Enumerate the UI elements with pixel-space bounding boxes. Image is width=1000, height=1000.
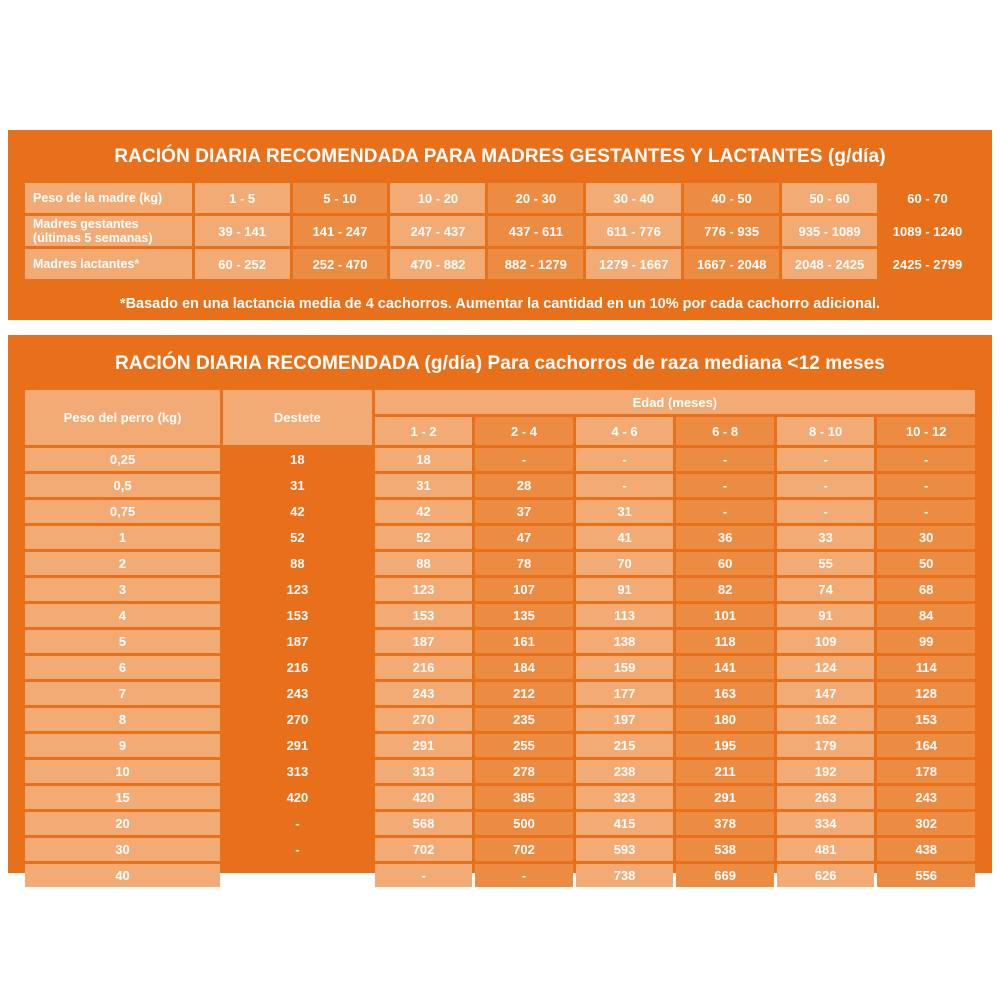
puppies-ration-cell: - <box>576 474 674 497</box>
puppies-ration-cell: 378 <box>676 812 774 835</box>
puppies-ration-cell: 153 <box>877 708 975 731</box>
puppies-ration-cell: 114 <box>877 656 975 679</box>
puppies-ration-cell: 141 <box>676 656 774 679</box>
puppies-ration-cell: - <box>877 474 975 497</box>
puppies-ration-cell: 42 <box>375 500 473 523</box>
puppies-ration-cell: 107 <box>475 578 573 601</box>
puppies-ration-cell: 161 <box>475 630 573 653</box>
mothers-table-title: RACIÓN DIARIA RECOMENDADA PARA MADRES GESTANTES Y LACTANTES (g/día) <box>114 146 886 167</box>
puppies-ration-cell: - <box>576 448 674 471</box>
puppies-ration-cell: 385 <box>475 786 573 809</box>
puppies-weight-cell: 7 <box>25 682 220 705</box>
puppies-weaning-cell: 270 <box>286 712 309 727</box>
puppies-weaning-cell: - <box>295 842 300 857</box>
puppies-weaning-cell: 18 <box>290 452 305 467</box>
mothers-lactating-value: 2425 - 2799 <box>892 256 963 272</box>
mothers-pregnant-label-line2: (últimas 5 semanas) <box>33 231 153 245</box>
puppies-ration-cell: 37 <box>475 500 573 523</box>
puppies-age-header: 8 - 10 <box>777 417 875 445</box>
table-row <box>25 474 975 497</box>
mothers-pregnant-value: 247 - 437 <box>390 216 485 246</box>
mothers-footnote: *Basado en una lactancia media de 4 cachorros. Aumentar la cantidad en un 10% por cada cachorro adicional. <box>119 296 881 312</box>
puppies-ration-cell: - <box>676 500 774 523</box>
puppies-ration-cell: - <box>777 474 875 497</box>
table-row <box>25 526 975 549</box>
puppies-weaning-cell: 52 <box>290 530 305 545</box>
puppies-weight-cell: 40 <box>25 864 220 887</box>
mothers-weight-range: 30 - 40 <box>586 183 681 213</box>
mothers-ration-panel <box>8 130 992 320</box>
mothers-weight-label: Peso de la madre (kg) <box>25 183 192 213</box>
mothers-pregnant-label <box>25 216 192 246</box>
mothers-pregnant-label-line1: Madres gestantes <box>33 216 139 231</box>
puppies-weaning-cell: 243 <box>286 686 309 701</box>
puppies-weight-cell: 9 <box>25 734 220 757</box>
puppies-age-header: 6 - 8 <box>676 417 774 445</box>
puppies-ration-cell: 109 <box>777 630 875 653</box>
mothers-weight-range: 60 - 70 <box>907 190 948 206</box>
puppies-ration-cell: 70 <box>576 552 674 575</box>
puppies-ration-cell: 270 <box>375 708 473 731</box>
puppies-ration-cell: 91 <box>777 604 875 627</box>
mothers-lactating-value: 470 - 882 <box>390 249 485 279</box>
puppies-ration-cell: - <box>877 448 975 471</box>
puppies-age-header: 2 - 4 <box>475 417 573 445</box>
puppies-ration-cell: 99 <box>877 630 975 653</box>
table-row <box>25 552 975 575</box>
table-row <box>25 630 975 653</box>
puppies-ration-cell: - <box>676 448 774 471</box>
puppies-ration-cell: 138 <box>576 630 674 653</box>
puppies-weaning-cell: - <box>295 816 300 831</box>
puppies-ration-cell: 177 <box>576 682 674 705</box>
puppies-weaning-cell: 153 <box>286 608 309 623</box>
puppies-ration-cell: 626 <box>777 864 875 887</box>
puppies-weight-cell: 3 <box>25 578 220 601</box>
puppies-weaning-cell: 420 <box>286 790 309 805</box>
mothers-pregnant-value: 141 - 247 <box>293 216 388 246</box>
table-row <box>25 682 975 705</box>
puppies-ration-cell: 135 <box>475 604 573 627</box>
puppies-ration-cell: 180 <box>676 708 774 731</box>
puppies-ration-cell: 291 <box>676 786 774 809</box>
puppies-ration-cell: 538 <box>676 838 774 861</box>
puppies-weaning-cell: 42 <box>290 504 305 519</box>
puppies-ration-cell: 128 <box>877 682 975 705</box>
puppies-weaning-cell: - <box>295 868 300 883</box>
puppies-ration-cell: 593 <box>576 838 674 861</box>
puppies-ration-cell: 60 <box>676 552 774 575</box>
table-header-row <box>25 390 975 414</box>
puppies-ration-cell: 33 <box>777 526 875 549</box>
puppies-ration-cell: 159 <box>576 656 674 679</box>
table-row <box>25 760 975 783</box>
mothers-pregnant-value: 437 - 611 <box>488 216 583 246</box>
puppies-ration-cell: 278 <box>475 760 573 783</box>
table-row <box>25 812 975 835</box>
puppies-ration-cell: - <box>475 448 573 471</box>
table-row <box>25 500 975 523</box>
puppies-ration-cell: 55 <box>777 552 875 575</box>
puppies-ration-cell: 153 <box>375 604 473 627</box>
mothers-lactating-value: 1667 - 2048 <box>684 249 779 279</box>
puppies-ration-cell: 702 <box>375 838 473 861</box>
puppies-ration-cell: 101 <box>676 604 774 627</box>
mothers-pregnant-value: 611 - 776 <box>586 216 681 246</box>
puppies-ration-cell: 50 <box>877 552 975 575</box>
mothers-lactating-value: 2048 - 2425 <box>782 249 877 279</box>
puppies-ration-cell: 255 <box>475 734 573 757</box>
puppies-ration-cell: 235 <box>475 708 573 731</box>
puppies-weight-cell: 20 <box>25 812 220 835</box>
puppies-weight-cell: 0,75 <box>25 500 220 523</box>
puppies-ration-cell: 178 <box>877 760 975 783</box>
puppies-ration-cell: - <box>475 864 573 887</box>
puppies-ration-cell: 118 <box>676 630 774 653</box>
puppies-ration-cell: 243 <box>877 786 975 809</box>
puppies-ration-cell: 68 <box>877 578 975 601</box>
puppies-ration-cell: 211 <box>676 760 774 783</box>
puppies-weaning-cell: 216 <box>286 660 309 675</box>
puppies-ration-cell: 291 <box>375 734 473 757</box>
puppies-weight-cell: 1 <box>25 526 220 549</box>
mothers-lactating-value: 60 - 252 <box>195 249 290 279</box>
puppies-ration-cell: 28 <box>475 474 573 497</box>
table-row <box>25 734 975 757</box>
puppies-ration-cell: 113 <box>576 604 674 627</box>
puppies-ration-cell: 481 <box>777 838 875 861</box>
mothers-weight-range: 5 - 10 <box>293 183 388 213</box>
puppies-ration-cell: 215 <box>576 734 674 757</box>
table-row <box>25 708 975 731</box>
puppies-ration-cell: 41 <box>576 526 674 549</box>
puppies-ration-cell: 263 <box>777 786 875 809</box>
puppies-weight-cell: 30 <box>25 838 220 861</box>
puppies-ration-cell: - <box>676 474 774 497</box>
puppies-ration-cell: 192 <box>777 760 875 783</box>
table-row <box>25 249 975 279</box>
mothers-weight-range: 40 - 50 <box>684 183 779 213</box>
puppies-ration-cell: - <box>777 500 875 523</box>
puppies-weight-cell: 5 <box>25 630 220 653</box>
puppies-weight-cell: 6 <box>25 656 220 679</box>
puppies-ration-cell: 147 <box>777 682 875 705</box>
puppies-weaning-cell: 31 <box>290 478 305 493</box>
puppies-ration-table <box>22 387 978 890</box>
puppies-ration-cell: 302 <box>877 812 975 835</box>
puppies-weight-cell: 8 <box>25 708 220 731</box>
puppies-weaning-cell: 123 <box>286 582 309 597</box>
puppies-table-title: RACIÓN DIARIA RECOMENDADA (g/día) Para cachorros de raza mediana <12 meses <box>115 353 885 374</box>
puppies-ration-cell: 187 <box>375 630 473 653</box>
puppies-ration-cell: 162 <box>777 708 875 731</box>
puppies-ration-cell: 323 <box>576 786 674 809</box>
mothers-weight-range: 50 - 60 <box>782 183 877 213</box>
puppies-weight-cell: 2 <box>25 552 220 575</box>
puppies-ration-cell: - <box>375 864 473 887</box>
puppies-ration-cell: 164 <box>877 734 975 757</box>
puppies-ration-cell: - <box>877 500 975 523</box>
puppies-ration-cell: 123 <box>375 578 473 601</box>
mothers-pregnant-value: 39 - 141 <box>195 216 290 246</box>
puppies-ration-cell: 88 <box>375 552 473 575</box>
puppies-ration-cell: 500 <box>475 812 573 835</box>
table-row <box>25 838 975 861</box>
puppies-weight-cell: 0,5 <box>25 474 220 497</box>
puppies-ration-cell: 195 <box>676 734 774 757</box>
puppies-weaning-cell: 291 <box>286 738 309 753</box>
puppies-ration-cell: 568 <box>375 812 473 835</box>
mothers-lactating-value: 252 - 470 <box>293 249 388 279</box>
puppies-ration-cell: 197 <box>576 708 674 731</box>
puppies-ration-cell: 124 <box>777 656 875 679</box>
puppies-ration-cell: 212 <box>475 682 573 705</box>
table-row <box>25 216 975 246</box>
mothers-lactating-value: 1279 - 1667 <box>586 249 681 279</box>
table-row <box>25 448 975 471</box>
puppies-weight-cell: 15 <box>25 786 220 809</box>
puppies-table-body <box>25 448 975 887</box>
puppies-ration-cell: 91 <box>576 578 674 601</box>
puppies-ration-cell: 36 <box>676 526 774 549</box>
puppies-ration-cell: 84 <box>877 604 975 627</box>
puppies-ration-cell: 216 <box>375 656 473 679</box>
mothers-pregnant-value: 935 - 1089 <box>782 216 877 246</box>
puppies-ration-cell: 18 <box>375 448 473 471</box>
mothers-ration-table <box>22 180 978 282</box>
mothers-pregnant-value: 1089 - 1240 <box>892 223 963 239</box>
puppies-ration-cell: 163 <box>676 682 774 705</box>
puppies-ration-cell: 82 <box>676 578 774 601</box>
puppies-weight-header: Peso del perro (kg) <box>25 390 220 445</box>
table-row <box>25 578 975 601</box>
puppies-ration-cell: 702 <box>475 838 573 861</box>
puppies-age-header: 1 - 2 <box>375 417 473 445</box>
puppies-ration-cell: 52 <box>375 526 473 549</box>
puppies-weaning-cell: 187 <box>286 634 309 649</box>
puppies-weight-cell: 10 <box>25 760 220 783</box>
mothers-weight-range: 10 - 20 <box>390 183 485 213</box>
puppies-ration-cell: 179 <box>777 734 875 757</box>
mothers-pregnant-value: 776 - 935 <box>684 216 779 246</box>
puppies-weaning-cell: 88 <box>290 556 305 571</box>
mothers-lactating-value: 882 - 1279 <box>488 249 583 279</box>
puppies-ration-cell: 334 <box>777 812 875 835</box>
puppies-ration-cell: 78 <box>475 552 573 575</box>
table-row <box>25 656 975 679</box>
puppies-ration-cell: 47 <box>475 526 573 549</box>
puppies-ration-cell: 420 <box>375 786 473 809</box>
puppies-ration-cell: 74 <box>777 578 875 601</box>
puppies-ration-cell: 738 <box>576 864 674 887</box>
mothers-weight-range: 1 - 5 <box>195 183 290 213</box>
puppies-ration-cell: 31 <box>576 500 674 523</box>
puppies-ration-cell: 184 <box>475 656 573 679</box>
mothers-weight-range: 20 - 30 <box>488 183 583 213</box>
puppies-ration-cell: 238 <box>576 760 674 783</box>
table-row <box>25 864 975 887</box>
puppies-table-head <box>25 390 975 445</box>
puppies-weight-cell: 0,25 <box>25 448 220 471</box>
table-row <box>25 786 975 809</box>
puppies-weight-cell: 4 <box>25 604 220 627</box>
puppies-weaning-header: Destete <box>223 390 372 445</box>
puppies-weaning-cell: 313 <box>286 764 309 779</box>
puppies-ration-cell: 669 <box>676 864 774 887</box>
puppies-age-header: 10 - 12 <box>877 417 975 445</box>
puppies-ration-cell: 556 <box>877 864 975 887</box>
puppies-ration-cell: - <box>777 448 875 471</box>
puppies-age-header: 4 - 6 <box>576 417 674 445</box>
puppies-ration-cell: 243 <box>375 682 473 705</box>
puppies-ration-panel <box>8 335 992 883</box>
puppies-ration-cell: 313 <box>375 760 473 783</box>
puppies-ration-cell: 30 <box>877 526 975 549</box>
puppies-age-group-header: Edad (meses) <box>375 390 975 414</box>
table-row <box>25 183 975 213</box>
puppies-ration-cell: 31 <box>375 474 473 497</box>
table-row <box>25 604 975 627</box>
puppies-ration-cell: 415 <box>576 812 674 835</box>
mothers-lactating-label: Madres lactantes* <box>25 249 192 279</box>
puppies-ration-cell: 438 <box>877 838 975 861</box>
